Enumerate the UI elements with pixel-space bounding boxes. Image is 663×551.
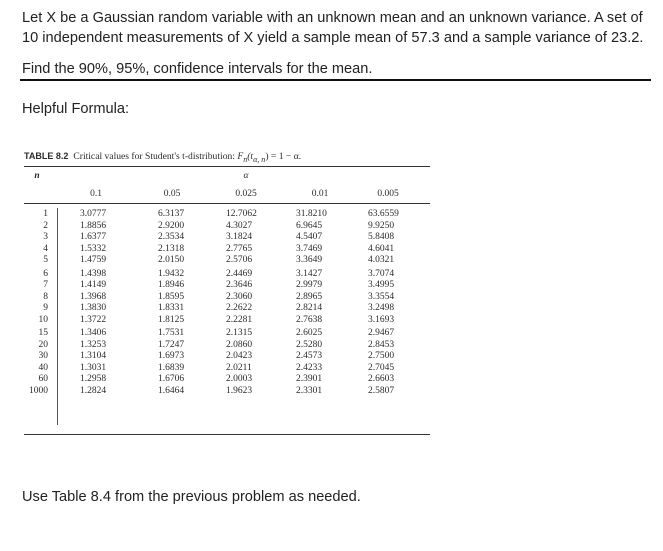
table-cell: 2.9979 xyxy=(296,280,323,290)
table-cell: 2.0003 xyxy=(226,374,253,384)
value-column-2 xyxy=(226,209,257,397)
table-cell: 1.4759 xyxy=(80,255,107,265)
table-cell: 4.5407 xyxy=(296,232,323,242)
n-value: 60 xyxy=(38,374,48,384)
header-alpha-row xyxy=(24,167,430,185)
n-value: 5 xyxy=(43,255,48,265)
n-value: 4 xyxy=(43,243,48,254)
column-divider xyxy=(57,208,58,425)
table-cell: 2.4469 xyxy=(226,268,253,279)
caption-paren: (t xyxy=(247,151,254,162)
table-cell: 1.6973 xyxy=(158,351,185,361)
table-cell: 2.7045 xyxy=(368,362,395,373)
table-cell: 4.3027 xyxy=(226,220,253,231)
table-cell: 3.0777 xyxy=(80,209,107,219)
table-cell: 2.1318 xyxy=(158,243,185,254)
table-cell: 3.1427 xyxy=(296,268,323,279)
table-cell: 2.3901 xyxy=(296,374,323,384)
table-cell: 4.0321 xyxy=(368,255,395,265)
table-cell: 2.4233 xyxy=(296,362,323,373)
table-cell: 1.6839 xyxy=(158,362,185,373)
problem-line-2: 10 independent measurements of X yield a sample mean of 57.3 and a sample variance of 23.2. xyxy=(22,30,644,46)
table-cell: 2.9200 xyxy=(158,220,185,231)
table-cell: 1.4398 xyxy=(80,268,107,279)
caption-sub2: α, n xyxy=(253,154,266,164)
divider-rule xyxy=(20,79,651,81)
n-value: 20 xyxy=(38,339,48,350)
table-cell: 2.3534 xyxy=(158,232,185,242)
table-cell: 2.0423 xyxy=(226,351,253,361)
table-cell: 2.8453 xyxy=(368,339,395,350)
table-cell: 1.8946 xyxy=(158,280,185,290)
table-cell: 1.7247 xyxy=(158,339,185,350)
table-bottom-rule xyxy=(24,434,430,435)
table-cell: 1.6377 xyxy=(80,232,107,242)
table-cell: 1.2824 xyxy=(80,385,107,396)
alpha-value-2: 0.025 xyxy=(235,189,257,199)
n-value: 40 xyxy=(38,362,48,373)
table-cell: 2.8214 xyxy=(296,303,323,313)
table-cell: 1.3722 xyxy=(80,314,107,325)
n-value: 10 xyxy=(38,314,48,325)
table-cell: 3.7074 xyxy=(368,268,395,279)
table-cell: 1.6464 xyxy=(158,385,185,396)
table-cell: 2.8965 xyxy=(296,291,323,302)
n-value: 9 xyxy=(43,303,48,313)
table-cell: 3.3649 xyxy=(296,255,323,265)
table-cell: 2.3060 xyxy=(226,291,253,302)
table-cell: 1.8595 xyxy=(158,291,185,302)
caption-fn: F xyxy=(237,151,244,162)
table-cell: 2.7638 xyxy=(296,314,323,325)
table-cell: 1.3968 xyxy=(80,291,107,302)
table-cell: 2.5706 xyxy=(226,255,253,265)
table-cell: 1.3104 xyxy=(80,351,107,361)
table-caption xyxy=(24,146,430,166)
table-cell: 5.8408 xyxy=(368,232,395,242)
table-cell: 9.9250 xyxy=(368,220,395,231)
table-cell: 1.3253 xyxy=(80,339,107,350)
alpha-header: α xyxy=(243,171,249,181)
table-cell: 3.1824 xyxy=(226,232,253,242)
n-header: n xyxy=(34,171,40,181)
table-cell: 31.8210 xyxy=(296,209,327,219)
table-cell: 2.1315 xyxy=(226,328,253,338)
n-value: 6 xyxy=(43,268,48,279)
table-cell: 3.7469 xyxy=(296,243,323,254)
table-cell: 1.9623 xyxy=(226,385,253,396)
value-column-4 xyxy=(368,209,399,397)
table-cell: 12.7062 xyxy=(226,209,257,219)
caption-rest: ) = 1 − α. xyxy=(265,151,302,162)
table-cell: 2.7765 xyxy=(226,243,253,254)
table-cell: 1.7531 xyxy=(158,328,185,338)
n-column xyxy=(24,209,48,397)
n-value: 3 xyxy=(43,232,48,242)
table-cell: 3.1693 xyxy=(368,314,395,325)
caption-text: Critical values for Student's t-distribution: xyxy=(73,151,238,162)
n-value: 1000 xyxy=(29,385,48,396)
table-cell: 6.3137 xyxy=(158,209,185,219)
table-body xyxy=(24,204,430,434)
n-value: 2 xyxy=(43,220,48,231)
table-cell: 2.5807 xyxy=(368,385,395,396)
table-cell: 63.6559 xyxy=(368,209,399,219)
table-cell: 2.0211 xyxy=(226,362,252,373)
n-value: 1 xyxy=(43,209,48,219)
table-cell: 2.0150 xyxy=(158,255,185,265)
header-alpha-values xyxy=(24,185,430,203)
table-cell: 1.3031 xyxy=(80,362,107,373)
alpha-value-1: 0.05 xyxy=(163,189,181,199)
task-text: Find the 90%, 95%, confidence intervals for the mean. xyxy=(22,61,373,77)
alpha-value-0: 0.1 xyxy=(90,189,102,199)
table-cell: 1.9432 xyxy=(158,268,185,279)
table-cell: 3.2498 xyxy=(368,303,395,313)
value-column-0 xyxy=(80,209,106,397)
table-cell: 2.2281 xyxy=(226,314,253,325)
n-value: 7 xyxy=(43,280,48,290)
table-cell: 1.3406 xyxy=(80,328,107,338)
table-cell: 1.6706 xyxy=(158,374,185,384)
table-tag: TABLE 8.2 xyxy=(24,151,69,161)
helpful-formula-label: Helpful Formula: xyxy=(22,101,130,117)
value-column-3 xyxy=(296,209,327,397)
problem-statement xyxy=(22,8,652,48)
value-column-1 xyxy=(158,209,184,397)
table-cell: 2.2622 xyxy=(226,303,253,313)
table-cell: 1.3830 xyxy=(80,303,107,313)
table-cell: 3.3554 xyxy=(368,291,395,302)
alpha-value-3: 0.01 xyxy=(311,189,329,199)
table-cell: 1.8125 xyxy=(158,314,185,325)
table-cell: 1.8331 xyxy=(158,303,185,313)
n-value: 8 xyxy=(43,291,48,302)
table-cell: 2.6603 xyxy=(368,374,395,384)
table-cell: 2.3646 xyxy=(226,280,253,290)
table-cell: 2.9467 xyxy=(368,328,395,338)
table-cell: 2.4573 xyxy=(296,351,323,361)
caption-sub: n xyxy=(243,154,248,164)
table-cell: 3.4995 xyxy=(368,280,395,290)
table-cell: 2.5280 xyxy=(296,339,323,350)
table-cell: 6.9645 xyxy=(296,220,323,231)
alpha-value-4: 0.005 xyxy=(377,189,399,199)
table-cell: 1.5332 xyxy=(80,243,107,254)
table-cell: 2.6025 xyxy=(296,328,323,338)
table-cell: 1.2958 xyxy=(80,374,107,384)
table-cell: 4.6041 xyxy=(368,243,395,254)
n-value: 30 xyxy=(38,351,48,361)
table-cell: 1.4149 xyxy=(80,280,107,290)
table-cell: 2.7500 xyxy=(368,351,395,361)
table-cell: 2.3301 xyxy=(296,385,323,396)
footer-note: Use Table 8.4 from the previous problem as needed. xyxy=(22,489,361,505)
table-cell: 2.0860 xyxy=(226,339,253,350)
problem-line-1: Let X be a Gaussian random variable with an unknown mean and an unknown variance. A set of xyxy=(22,10,643,26)
n-value: 15 xyxy=(38,328,48,338)
table-cell: 1.8856 xyxy=(80,220,107,231)
t-distribution-table xyxy=(24,146,430,435)
